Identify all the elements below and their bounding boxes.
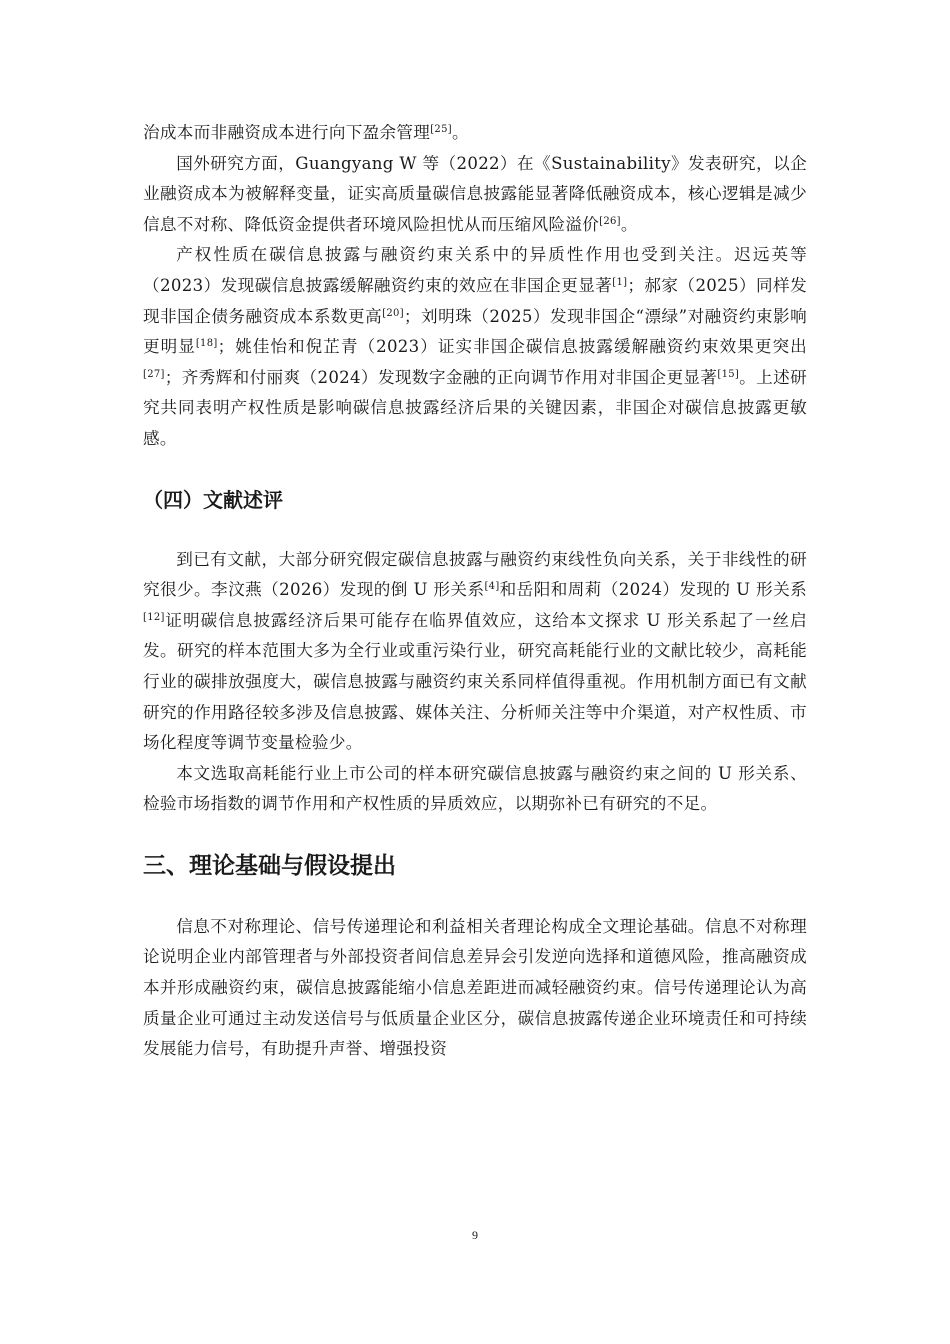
paragraph-2 xyxy=(143,149,807,241)
paragraph-text: 到已有文献，大部分研究假定碳信息披露与融资约束线性负向关系，关于非线性的研究很少。李汶燕（2026）发现的倒 U 形关系 xyxy=(143,549,807,600)
paragraph-text: 国外研究方面，Guangyang W 等（2022）在《Sustainability》发表研究，以企业融资成本为被解释变量，证实高质量碳信息披露能显著降低融资成本，核心逻辑是减少信息不对称、降低资金提供者环境风险担忧从而压缩风险溢价 xyxy=(143,153,807,234)
citation: [20] xyxy=(382,307,404,319)
punctuation: 。 xyxy=(451,123,469,142)
citation: [12] xyxy=(143,611,165,623)
paragraph-text: 产权性质在碳信息披露与融资约束关系中的异质性作用也受到关注。迟远英等（2023）发现碳信息披露缓解融资约束的效应在非国企更显著 xyxy=(143,245,807,295)
paragraph-text: 证明碳信息披露经济后果可能存在临界值效应，这给本文探求 U 形关系起了一丝启发。研究的样本范围大多为全行业或重污染行业，研究高耗能行业的文献比较少，高耗能行业的碳排放强度大，碳信息披露与融资约束关系同样值得重视。作用机制方面已有文献研究的作用路径较多涉及信息披露、媒体关注、分析师关注等中介渠道，对产权性质、市场化程度等调节变量检验少。 xyxy=(143,610,807,753)
citation: [1] xyxy=(612,276,628,288)
paragraph-4 xyxy=(143,545,807,759)
citation: [27] xyxy=(143,368,165,380)
paragraph-text: ；齐秀辉和付丽爽（2024）发现数字金融的正向调节作用对非国企更显著 xyxy=(164,367,718,387)
paragraph-text: ；姚佳怡和倪芷青（2023）证实非国企碳信息披露缓解融资约束效果更突出 xyxy=(217,337,807,357)
document-body xyxy=(143,118,807,1065)
citation: [15] xyxy=(717,368,740,380)
paragraph-6: 信息不对称理论、信号传递理论和利益相关者理论构成全文理论基础。信息不对称理论说明企业内部管理者与外部投资者间信息差异会引发逆向选择和道德风险，推高融资成本并形成融资约束，碳信息披露能缩小信息差距进而减轻融资约束。信号传递理论认为高质量企业可通过主动发送信号与低质量企业区分，碳信息披露传递企业环境责任和可持续发展能力信号，有助提升声誉、增强投资 xyxy=(143,916,807,1059)
paragraph-1 xyxy=(143,118,807,149)
paragraph-text: 和岳阳和周莉（2024）发现的 U 形关系 xyxy=(499,580,807,600)
section-heading-review: （四）文献述评 xyxy=(143,487,283,512)
citation: [4] xyxy=(484,581,500,593)
paragraph-text: ；刘明珠（2025）发现非国企“漂绿”对融资约束影响更明显 xyxy=(143,306,807,357)
paragraph-text: 。上述研究共同表明产权性质是影响碳信息披露经济后果的关键因素，非国企对碳信息披露更敏感。 xyxy=(143,367,807,448)
paragraph-5: 本文选取高耗能行业上市公司的样本研究碳信息披露与融资约束之间的 U 形关系、检验市场指数的调节作用和产权性质的异质效应，以期弥补已有研究的不足。 xyxy=(143,763,807,814)
paragraph-text: 治成本而非融资成本进行向下盈余管理 xyxy=(143,123,431,142)
citation: [25] xyxy=(430,124,452,135)
punctuation: 。 xyxy=(620,214,638,234)
citation: [18] xyxy=(195,338,218,350)
paragraph-3 xyxy=(143,240,807,454)
citation: [26] xyxy=(599,215,621,227)
section-heading-theory: 三、理论基础与假设提出 xyxy=(143,852,396,879)
paragraph-text: ；郝家（2025）同样发现非国企债务融资成本系数更高 xyxy=(143,275,807,326)
page-number: 9 xyxy=(472,1228,478,1242)
